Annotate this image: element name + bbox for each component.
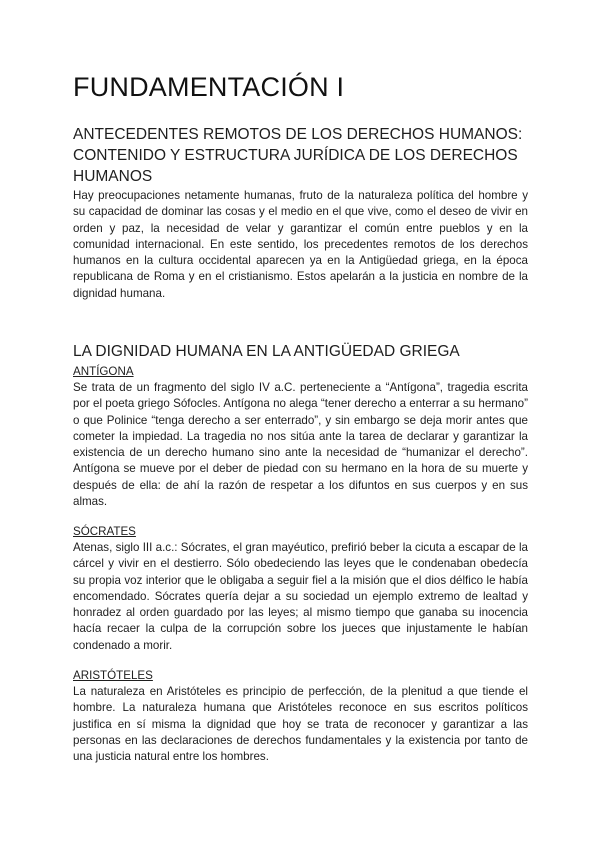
socrates-paragraph: Atenas, siglo III a.c.: Sócrates, el gran mayéutico, prefirió beber la cicuta a escapar de la cárcel y vivir en el destierro. Sólo obedeciendo las leyes que le condenaban obedecía su propia voz interior que le obligaba a seguir fiel a la misión que el dios délfico le había encomendado. Sócrates quería dejar a su sociedad un ejemplo extremo de lealtad y honradez al orden guardado por las leyes; al mismo tiempo que ganaba su inocencia hacía recaer la culpa de la corrupción sobre los jueces que injustamente le habían condenado a morir. (73, 541, 528, 652)
section-heading-antecedentes: ANTECEDENTES REMOTOS DE LOS DERECHOS HUMANOS: CONTENIDO Y ESTRUCTURA JURÍDICA DE LOS DERECHOS HUMANOS (73, 126, 523, 185)
page-title: FUNDAMENTACIÓN I (73, 72, 345, 102)
subheading-socrates: SÓCRATES (73, 525, 136, 538)
antigona-paragraph: Se trata de un fragmento del siglo IV a.C. perteneciente a “Antígona”, tragedia escrita por el poeta griego Sófocles. Antígona no alega “tener derecho a enterrar a su hermano” o que Polinice “tenga derecho a ser enterrado”, y sin embargo se deja morir antes que cometer la impiedad. La tragedia no nos sitúa ante la tarea de declarar y garantizar la existencia de un derecho humano sino ante la necesidad de “humanizar el derecho”. Antígona se mueve por el deber de piedad con su hermano en la hora de su muerte y después de ella: de ahí la razón de respetar a los difuntos en sus cuerpos y en sus almas. (73, 381, 528, 509)
aristoteles-paragraph: La naturaleza en Aristóteles es principio de perfección, de la plenitud a que tiende el hombre. La naturaleza humana que Aristóteles reconoce en sus escritos políticos justifica en sí misma la dignidad que hoy se trata de reconocer y garantizar a las personas en las declaraciones de derechos fundamentales y la existencia por tanto de una justicia natural entre los hombres. (73, 685, 528, 764)
intro-paragraph: Hay preocupaciones netamente humanas, fruto de la naturaleza política del hombre y su capacidad de dominar las cosas y el medio en el que vive, como el deseo de vivir en orden y paz, la necesidad de velar y garantizar el común entre pueblos y en la comunidad internacional. En este sentido, los precedentes remotos de los derechos humanos en la cultura occidental aparecen ya en la Antigüedad griega, en la época republicana de Roma y en el cristianismo. Estos apelarán a la justicia en nombre de la dignidad humana. (73, 189, 528, 300)
subheading-antigona: ANTÍGONA (73, 365, 134, 378)
section-heading-dignidad: LA DIGNIDAD HUMANA EN LA ANTIGÜEDAD GRIEGA (73, 343, 460, 360)
subheading-aristoteles: ARISTÓTELES (73, 669, 153, 682)
